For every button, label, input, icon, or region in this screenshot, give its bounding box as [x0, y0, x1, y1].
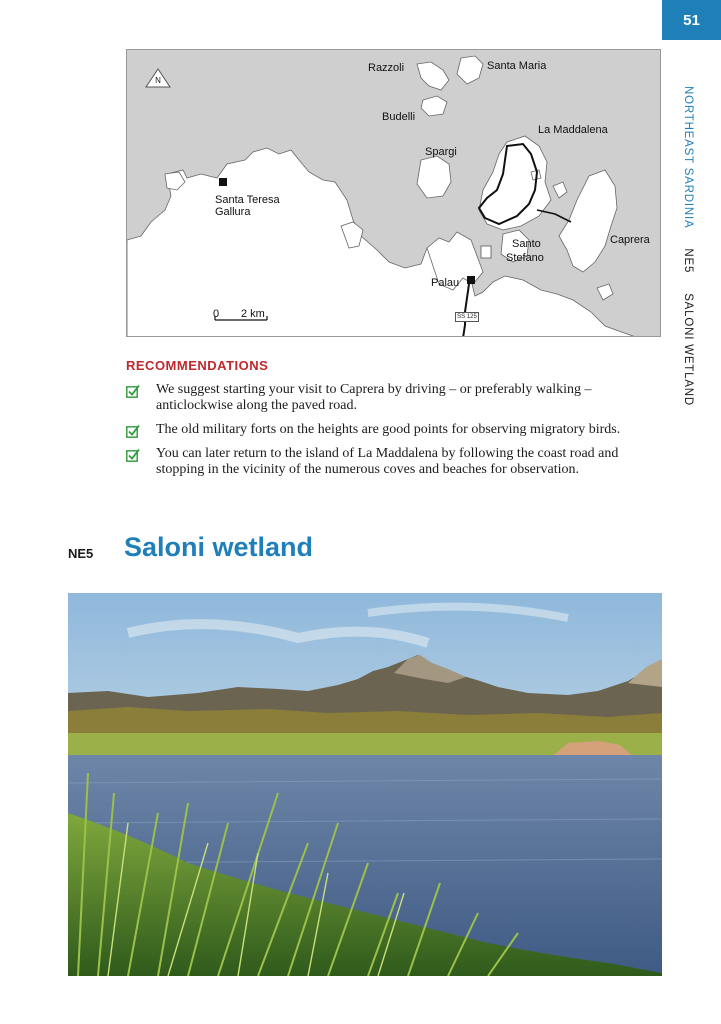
port-icon	[481, 246, 491, 258]
scale-label: 2 km	[241, 308, 265, 320]
section-title: Saloni wetland	[124, 532, 314, 562]
label-budelli: Budelli	[382, 111, 416, 123]
archipelago-map	[126, 49, 661, 337]
checkbox-check-icon	[126, 424, 140, 438]
running-head-title: SALONI WETLAND	[682, 293, 694, 407]
recommendation-item	[126, 422, 666, 438]
section-code: NE5	[68, 546, 94, 561]
mainland-shape	[127, 148, 639, 337]
label-caprera: Caprera	[610, 234, 650, 246]
budelli-island	[421, 96, 447, 116]
wetland-landscape-image	[68, 593, 662, 976]
label-santa-maria: Santa Maria	[487, 60, 547, 72]
recommendation-text: We suggest starting your visit to Caprera by driving – or preferably walking – anticlockwise along the paved road.	[156, 382, 592, 413]
razzoli-island	[417, 62, 449, 90]
running-head-code: NE5	[682, 248, 694, 274]
label-santa-teresa: Santa Teresa	[215, 194, 280, 206]
checkbox-check-icon	[126, 384, 140, 398]
label-la-maddalena: La Maddalena	[538, 124, 608, 136]
road-sign-ss125: SS 125	[455, 312, 479, 322]
recommendation-item	[126, 446, 666, 478]
page-number: 51	[662, 0, 721, 40]
label-santo: Santo	[512, 238, 541, 250]
recommendations-title: RECOMMENDATIONS	[126, 358, 269, 373]
islet-shape	[553, 182, 567, 198]
checkbox-check-icon	[126, 448, 140, 462]
scale-zero: 0	[213, 308, 220, 320]
north-arrow	[145, 68, 171, 88]
label-palau: Palau	[431, 277, 460, 289]
recommendation-item	[126, 382, 666, 414]
islet-shape	[597, 284, 613, 300]
recommendation-text: The old military forts on the heights are good points for observing migratory birds.	[156, 422, 621, 437]
route-line	[537, 210, 571, 222]
label-spargi: Spargi	[425, 146, 457, 158]
label-gallura: Gallura	[215, 206, 251, 218]
running-head	[682, 86, 694, 406]
recommendation-text: You can later return to the island of La Maddalena by following the coast road and stopping in the vicinity of the numerous coves and beaches for observation.	[156, 446, 619, 477]
north-label: N	[155, 76, 161, 85]
spargi-island	[417, 156, 451, 198]
palau-marker	[467, 276, 475, 284]
label-razzoli: Razzoli	[368, 62, 405, 74]
label-stefano: Stefano	[506, 252, 544, 264]
santa-maria-island	[457, 56, 483, 84]
wetland-photo	[68, 593, 662, 976]
running-head-region: NORTHEAST SARDINIA	[682, 86, 694, 229]
map-drawing	[127, 50, 661, 337]
recommendations-list	[126, 382, 666, 486]
santa-teresa-marker	[219, 178, 227, 186]
